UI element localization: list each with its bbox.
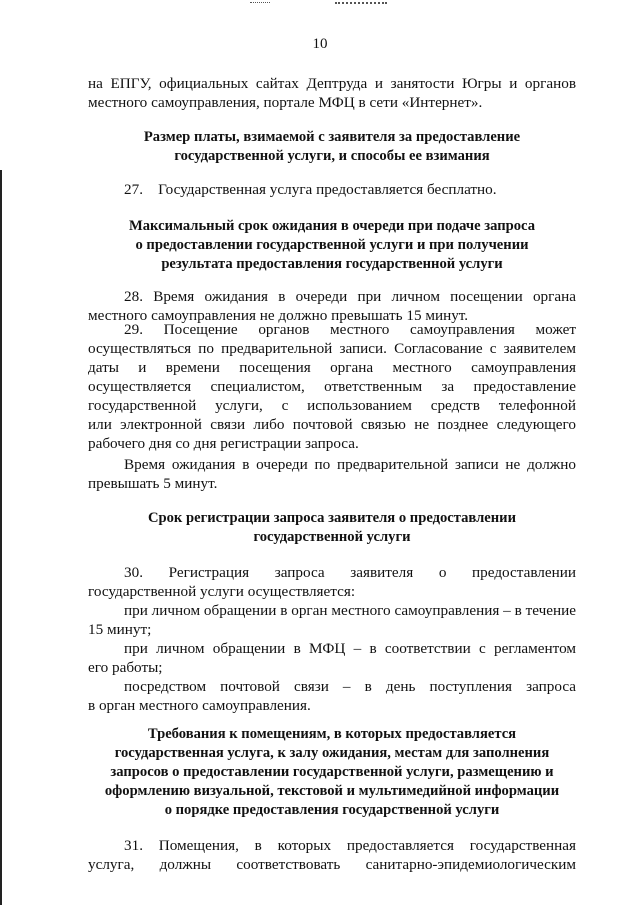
heading-line: оформлению визуальной, текстовой и мультимедийной информации: [104, 783, 560, 799]
heading-line: о предоставлении государственной услуги и при получении: [135, 237, 529, 253]
paragraph-30: [88, 563, 576, 715]
heading-line: государственной услуги, и способы ее взимания: [174, 148, 490, 164]
heading-line: Размер платы, взимаемой с заявителя за предоставление: [143, 129, 521, 145]
section-heading-queue: [70, 217, 594, 274]
paragraph-line: 28. Время ожидания в очереди при личном посещении органа: [124, 288, 576, 305]
paragraph-27: [124, 180, 576, 199]
heading-line: Требования к помещениям, в которых предоставляется: [147, 726, 517, 742]
paragraph-line: осуществляться по предварительной записи. Согласование с заявителем: [88, 340, 576, 357]
heading-line: запросов о предоставлении государственной услуги, размещению и: [110, 764, 554, 780]
scan-speck: [250, 2, 270, 13]
paragraph-line: или электронной связи либо почтовой связью не позднее следующего: [88, 416, 576, 433]
heading-line: о порядке предоставления государственной услуги: [164, 802, 500, 818]
paragraph-line: осуществляется специалистом, ответственным за предоставление: [88, 378, 576, 395]
intro-paragraph: [88, 74, 576, 112]
paragraph-text: 27. Государственная услуга предоставляется бесплатно.: [124, 181, 497, 198]
paragraph-line: превышать 5 минут.: [88, 475, 218, 492]
paragraph-line: 30. Регистрация запроса заявителя о предоставлении: [124, 564, 576, 581]
paragraph-line: 31. Помещения, в которых предоставляется государственная: [124, 837, 576, 854]
heading-line: Срок регистрации запроса заявителя о предоставлении: [147, 510, 516, 526]
heading-line: Максимальный срок ожидания в очереди при подаче запроса: [128, 218, 535, 234]
paragraph-line: даты и времени посещения органа местного самоуправления: [88, 359, 576, 376]
list-item-line: посредством почтовой связи – в день поступления запроса: [124, 678, 576, 695]
heading-line: государственная услуга, к залу ожидания, местам для заполнения: [114, 745, 550, 761]
paragraph-line: рабочего дня со дня регистрации запроса.: [88, 435, 359, 452]
section-heading-registration: [70, 509, 594, 547]
intro-text: на ЕПГУ, официальных сайтах Дептруда и занятости Югры и органов местного самоуправления, портале МФЦ в сети «Интернет».: [88, 75, 576, 111]
list-item-line: его работы;: [88, 659, 163, 676]
scan-speck: [335, 2, 387, 14]
paragraph-line: государственной услуги, с использованием средств телефонной: [88, 397, 576, 414]
paragraph-line: услуга, должны соответствовать санитарно-эпидемиологическим: [88, 856, 576, 873]
list-item-line: 15 минут;: [88, 621, 152, 638]
paragraph-31: [88, 836, 576, 874]
paragraph-line: государственной услуги осуществляется:: [88, 583, 356, 600]
list-item-line: при личном обращении в МФЦ – в соответствии с регламентом: [124, 640, 576, 657]
paragraph-29: [88, 320, 576, 453]
paragraph-29-waiting: [88, 455, 576, 493]
section-heading-fee: [70, 128, 594, 166]
list-item-line: при личном обращении в орган местного самоуправления – в течение: [124, 602, 576, 619]
scan-edge-mark: [0, 170, 2, 905]
heading-line: государственной услуги: [253, 529, 411, 545]
section-heading-premises: [70, 725, 594, 820]
page-number: 10: [312, 36, 328, 52]
heading-line: результата предоставления государственной услуги: [161, 256, 503, 272]
paragraph-line: 29. Посещение органов местного самоуправления может: [124, 321, 576, 338]
paragraph-line: местного самоуправления не должно превышать 15 минут.: [88, 307, 469, 324]
list-item-line: в орган местного самоуправления.: [88, 697, 311, 714]
paragraph-line: Время ожидания в очереди по предварительной записи не должно: [124, 456, 576, 473]
